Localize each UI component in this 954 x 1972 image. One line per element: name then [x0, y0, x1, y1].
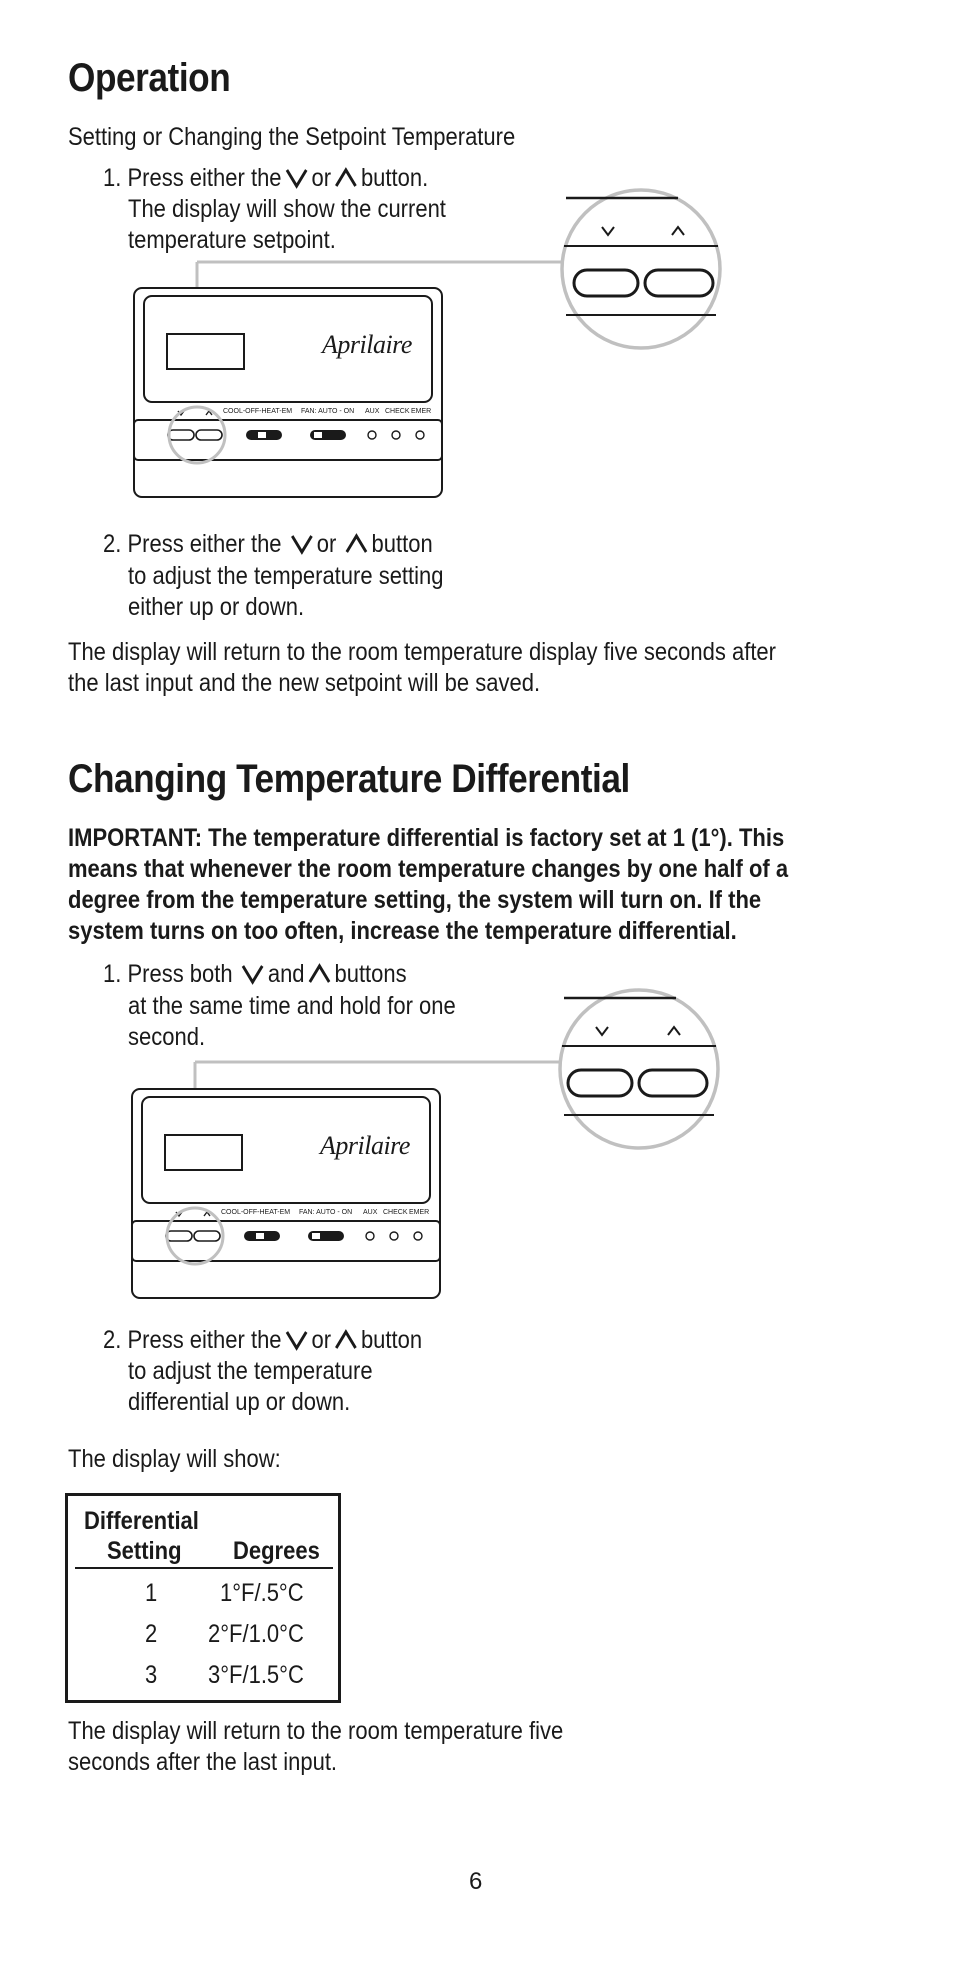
s2-step1-suffix: buttons: [334, 960, 407, 988]
chevron-up-icon: [335, 1329, 358, 1351]
table-row-1-setting: 1: [145, 1579, 158, 1607]
check-label-1: CHECK: [385, 408, 410, 415]
chevron-down-icon: [285, 1329, 308, 1351]
mode-label-1: COOL-OFF-HEAT-EM: [223, 408, 293, 415]
display-will-show: The display will show:: [68, 1445, 281, 1473]
differential-table: [65, 1493, 341, 1703]
table-header-rule: [75, 1567, 333, 1569]
aux-label-1: AUX: [365, 408, 380, 415]
table-row-1-degrees: 1°F/.5°C: [220, 1579, 304, 1607]
s2-step1-and: and: [267, 960, 305, 988]
check-label-2: CHECK: [383, 1209, 408, 1216]
s2-step1-line2: at the same time and hold for one: [128, 992, 456, 1020]
table-row-3-setting: 3: [145, 1661, 158, 1689]
table-header-setting: Setting: [107, 1537, 182, 1565]
thermostat-diagram-1: [0, 0, 954, 520]
important-line2: means that whenever the room temperature changes by one half of a: [68, 855, 789, 883]
s2-step2-line3: differential up or down.: [128, 1388, 351, 1416]
fan-label-1: FAN: AUTO - ON: [301, 408, 355, 415]
s2-step1-prefix: 1. Press both: [103, 960, 233, 988]
page-number: 6: [469, 1868, 483, 1895]
mode-label-2: COOL-OFF-HEAT-EM: [221, 1209, 291, 1216]
s1-step2-line3: either up or down.: [128, 593, 305, 621]
s1-note-line1: The display will return to the room temperature display five seconds after: [68, 638, 777, 666]
important-line4: system turns on too often, increase the temperature differential.: [68, 917, 737, 945]
s2-step2-or: or: [311, 1326, 332, 1354]
fan-label-2: FAN: AUTO - ON: [299, 1209, 353, 1216]
step1-line3: temperature setpoint.: [128, 226, 336, 254]
subheading-setpoint: Setting or Changing the Setpoint Temperature: [68, 123, 516, 151]
aux-label-2: AUX: [363, 1209, 378, 1216]
important-line3: degree from the temperature setting, the system will turn on. If the: [68, 886, 762, 914]
brand-logo-2: Aprilaire: [320, 1131, 410, 1160]
brand-logo-1: Aprilaire: [322, 330, 412, 359]
s1-step2-or: or: [316, 530, 337, 558]
s2-step2-line2: to adjust the temperature: [128, 1357, 373, 1385]
chevron-up-icon: [345, 533, 368, 555]
table-header-differential: Differential: [84, 1507, 199, 1535]
s1-step2-suffix: button: [371, 530, 433, 558]
table-header-degrees: Degrees: [233, 1537, 320, 1565]
step1-prefix: 1. Press either the: [103, 164, 282, 192]
step1-line2: The display will show the current: [128, 195, 446, 223]
emer-label-1: EMER: [411, 408, 432, 415]
s2-step1-line3: second.: [128, 1023, 206, 1051]
step1-or: or: [311, 164, 332, 192]
s2-step2-prefix: 2. Press either the: [103, 1326, 282, 1354]
s2-step2-line1: [103, 1324, 422, 1356]
s1-step2-prefix: 2. Press either the: [103, 530, 282, 558]
table-row-2-setting: 2: [145, 1620, 158, 1648]
important-line1: IMPORTANT: The temperature differential is factory set at 1 (1°). This: [68, 824, 785, 852]
section-heading-differential: Changing Temperature Differential: [68, 757, 630, 801]
thermostat-diagram-2: [0, 960, 954, 1360]
section-heading-operation: Operation: [68, 56, 231, 100]
s1-note-line2: the last input and the new setpoint will be saved.: [68, 669, 541, 697]
final-line1: The display will return to the room temperature five: [68, 1717, 564, 1745]
chevron-down-icon: [290, 533, 313, 555]
step1-suffix: button.: [360, 164, 429, 192]
table-row-3-degrees: 3°F/1.5°C: [208, 1661, 304, 1689]
s2-step2-suffix: button: [360, 1326, 423, 1354]
final-line2: seconds after the last input.: [68, 1748, 338, 1776]
emer-label-2: EMER: [409, 1209, 430, 1216]
table-row-2-degrees: 2°F/1.0°C: [208, 1620, 304, 1648]
s1-step2-line1: [103, 528, 433, 560]
s1-step2-line2: to adjust the temperature setting: [128, 562, 444, 590]
